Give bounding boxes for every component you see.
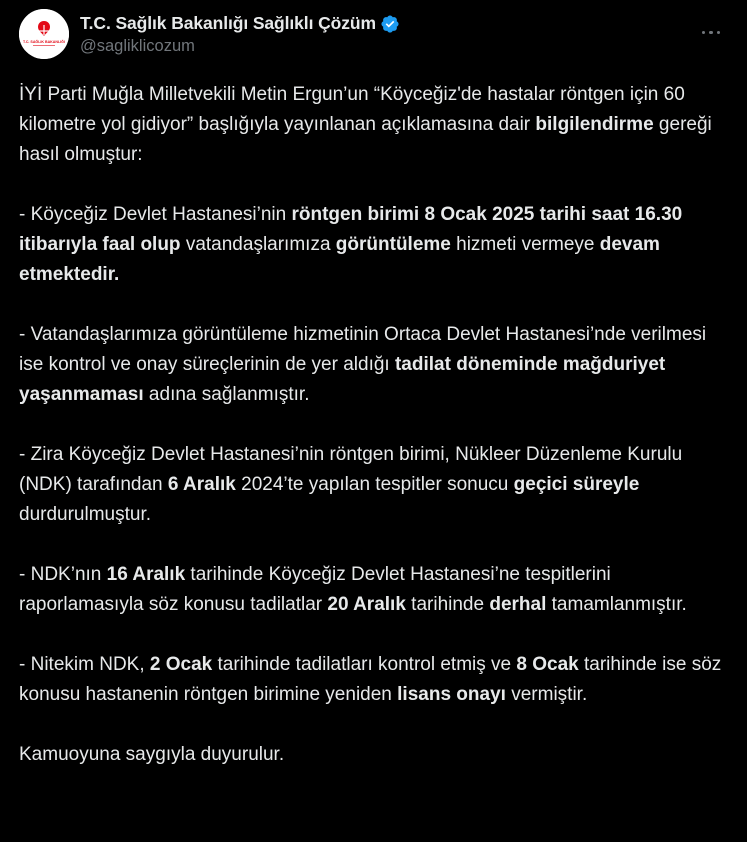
tweet-paragraph-intro	[19, 80, 731, 170]
bold-text-run: lisans onayı	[397, 684, 506, 705]
bold-text-run: röntgen birimi 8 Ocak 2025 tarihi saat 16.30 itibarıyla faal olup	[19, 204, 683, 255]
tweet-paragraph-4	[19, 560, 731, 620]
text-run: - Nitekim NDK,	[19, 654, 150, 675]
bold-text-run: 8 Ocak	[516, 654, 579, 675]
text-run: - Zira Köyceğiz Devlet Hastanesi’nin röntgen birimi, Nükleer Düzenleme Kurulu (NDK) tarafından	[19, 444, 683, 495]
text-run: hizmeti vermeye	[450, 234, 600, 255]
text-run: İYİ Parti Muğla Milletvekili Metin Ergun’un “Köyceğiz'de hastalar röntgen için 60 kilometre yol gidiyor” başlığıyla yayınlanan açıklamasına dair	[19, 84, 685, 135]
text-run: vermiştir.	[505, 684, 588, 705]
bold-text-run: 20 Aralık	[327, 594, 406, 615]
tweet-text	[19, 80, 731, 800]
bold-text-run: tadilat döneminde mağduriyet yaşanmaması	[19, 354, 666, 405]
more-options-button[interactable]	[694, 13, 728, 47]
bold-text-run: geçici süreyle	[513, 474, 640, 495]
tweet-paragraph-closing	[19, 740, 731, 770]
text-run: 2024’te yapılan tespitler sonucu	[235, 474, 514, 495]
text-run: tamamlanmıştır.	[546, 594, 687, 615]
account-identity[interactable]	[80, 13, 400, 56]
bold-text-run: 2 Ocak	[149, 654, 213, 675]
avatar-caption: T.C. SAĞLIK BAKANLIĞI	[23, 40, 65, 44]
tweet-paragraph-3	[19, 440, 731, 530]
text-run: tarihinde ise söz konusu hastanenin röntgen birimine yeniden	[19, 654, 722, 705]
text-run: durdurulmuştur.	[19, 504, 152, 525]
text-run: tarihinde Köyceğiz Devlet Hastanesi’ne tespitlerini raporlamasıyla söz konusu tadilatlar	[19, 564, 611, 615]
bold-text-run: derhal	[489, 594, 547, 615]
bold-text-run: bilgilendirme	[535, 114, 654, 135]
text-run: - Vatandaşlarımıza görüntüleme hizmetinin Ortaca Devlet Hastanesi’nde verilmesi ise kontrol ve onay süreçlerinin de yer aldığı	[19, 324, 707, 375]
text-run: tarihinde	[405, 594, 490, 615]
tweet-paragraph-5	[19, 650, 731, 710]
avatar[interactable]	[19, 9, 69, 59]
text-run: - NDK’nın	[19, 564, 107, 585]
text-run: vatandaşlarımıza	[180, 234, 336, 255]
verified-badge-icon[interactable]	[380, 14, 400, 34]
tweet-header	[19, 7, 728, 63]
ministry-logo-icon	[19, 9, 69, 59]
bold-text-run: 6 Aralık	[167, 474, 236, 495]
text-run: Kamuoyuna saygıyla duyurulur.	[19, 744, 285, 765]
text-run: gereği hasıl olmuştur:	[19, 114, 712, 165]
bold-text-run: devam etmektedir.	[19, 234, 660, 285]
tweet-paragraph-2	[19, 320, 731, 410]
tweet-paragraph-1	[19, 200, 731, 290]
display-name[interactable]: T.C. Sağlık Bakanlığı Sağlıklı Çözüm	[80, 13, 376, 33]
text-run: - Köyceğiz Devlet Hastanesi’nin	[19, 204, 292, 225]
bold-text-run: 16 Aralık	[106, 564, 186, 585]
text-run: adına sağlanmıştır.	[143, 384, 310, 405]
account-handle[interactable]: @sagliklicozum	[80, 37, 195, 55]
bold-text-run: görüntüleme	[335, 234, 451, 255]
text-run: tarihinde tadilatları kontrol etmiş ve	[212, 654, 517, 675]
more-horizontal-icon	[700, 21, 723, 39]
